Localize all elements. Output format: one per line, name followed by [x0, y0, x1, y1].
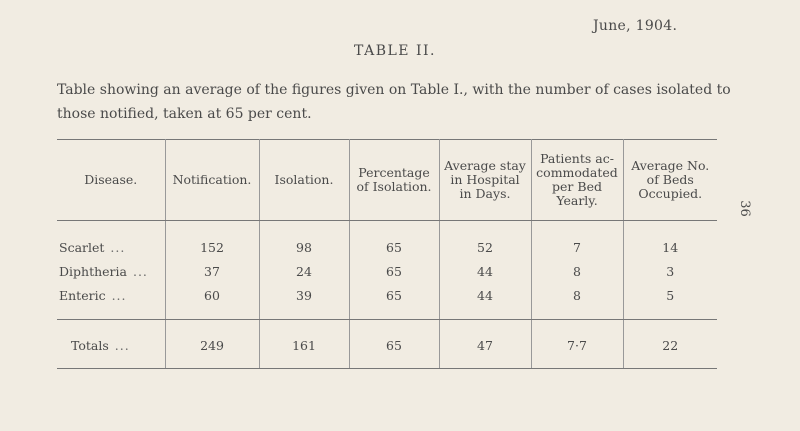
notification-cell: 37	[165, 259, 259, 283]
total-average-stay-cell: 47	[439, 320, 531, 369]
isolation-cell: 39	[259, 283, 349, 320]
total-beds-occupied-cell: 22	[623, 320, 717, 369]
header-row	[57, 140, 717, 221]
table-row	[57, 283, 717, 320]
col-header-average-stay: Average stay in Hospital in Days.	[439, 140, 531, 221]
isolation-cell: 98	[259, 221, 349, 260]
col-header-notification: Notification.	[165, 140, 259, 221]
total-percentage-cell: 65	[349, 320, 439, 369]
totals-row	[57, 320, 717, 369]
col-header-percentage: Percentage of Isolation.	[349, 140, 439, 221]
total-notification-cell: 249	[165, 320, 259, 369]
col-header-beds-occupied: Average No. of Beds Occupied.	[623, 140, 717, 221]
leader-dots: ...	[111, 287, 127, 303]
col-header-isolation: Isolation.	[259, 140, 349, 221]
beds-occupied-cell: 5	[623, 283, 717, 320]
notification-cell: 60	[165, 283, 259, 320]
leader-dots: ...	[132, 263, 148, 279]
totals-label: Totals	[71, 337, 109, 353]
data-table	[57, 139, 717, 369]
patients-per-bed-cell: 8	[531, 283, 623, 320]
notification-cell: 152	[165, 221, 259, 260]
disease-name: Diphtheria	[59, 263, 127, 279]
disease-name: Scarlet	[59, 239, 105, 255]
beds-occupied-cell: 3	[666, 263, 675, 279]
average-stay-cell: 44	[439, 259, 531, 283]
leader-dots: ...	[114, 337, 130, 353]
patients-per-bed-cell: 8	[531, 259, 623, 283]
average-stay-cell: 52	[439, 221, 531, 260]
percentage-cell: 65	[349, 259, 439, 283]
isolation-cell: 24	[259, 259, 349, 283]
percentage-cell: 65	[349, 283, 439, 320]
leader-dots: ...	[110, 239, 126, 255]
disease-name: Enteric	[59, 287, 106, 303]
date: June, 1904.	[593, 18, 678, 34]
average-stay-cell: 44	[439, 283, 531, 320]
table-description: Table showing an average of the figures given on Table I., with the number of cases isolated to those notified, taken at 65 per cent.	[57, 82, 731, 122]
patients-per-bed-cell: 7	[531, 221, 623, 260]
total-isolation-cell: 161	[259, 320, 349, 369]
page-number: 36	[736, 200, 752, 217]
col-header-disease: Disease.	[57, 140, 165, 221]
total-patients-per-bed-cell: 7·7	[531, 320, 623, 369]
col-header-patients-per-bed: Patients ac- commodated per Bed Yearly.	[531, 140, 623, 221]
table-row	[57, 259, 717, 283]
table-title: TABLE II.	[354, 43, 436, 59]
table-row	[57, 221, 717, 260]
beds-occupied-cell: 14	[662, 239, 679, 255]
percentage-cell: 65	[349, 221, 439, 260]
